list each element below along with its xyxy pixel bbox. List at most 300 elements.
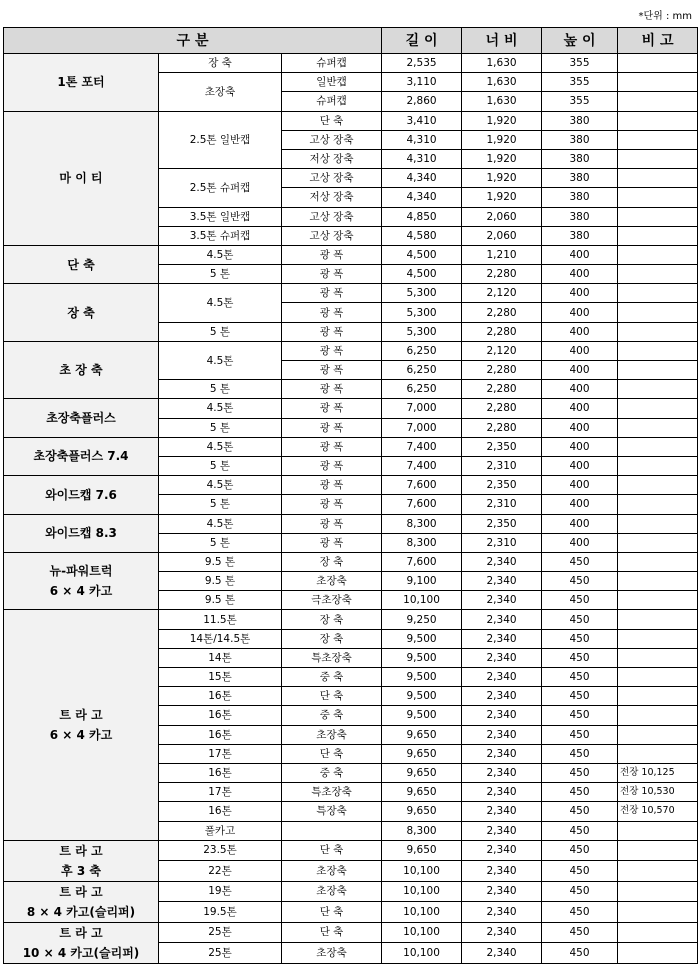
remark-cell	[618, 303, 698, 322]
remark-cell	[618, 881, 698, 902]
remark-cell	[618, 922, 698, 943]
width-cell: 2,350	[462, 476, 542, 495]
width-cell: 2,340	[462, 725, 542, 744]
table-row	[4, 610, 698, 629]
group-cell: 초장축플러스 7.4	[4, 437, 159, 475]
axle-type-cell: 중 축	[282, 763, 382, 782]
width-cell: 1,630	[462, 92, 542, 111]
axle-type-cell: 초장축	[282, 725, 382, 744]
group-cell: 장 축	[4, 284, 159, 342]
tonnage-cell: 4.5톤	[159, 437, 282, 456]
height-cell: 450	[542, 922, 618, 943]
height-cell: 400	[542, 245, 618, 264]
width-cell: 1,630	[462, 54, 542, 73]
tonnage-cell: 5 톤	[159, 418, 282, 437]
axle-type-cell: 광 폭	[282, 361, 382, 380]
length-cell: 9,500	[382, 706, 462, 725]
width-cell: 1,920	[462, 188, 542, 207]
length-cell: 9,650	[382, 744, 462, 763]
width-cell: 2,060	[462, 207, 542, 226]
axle-type-cell: 광 폭	[282, 476, 382, 495]
axle-type-cell: 고상 장축	[282, 207, 382, 226]
length-cell: 4,500	[382, 245, 462, 264]
remark-cell	[618, 322, 698, 341]
table-body	[4, 54, 698, 964]
width-cell: 2,350	[462, 514, 542, 533]
height-cell: 450	[542, 572, 618, 591]
length-cell: 4,310	[382, 130, 462, 149]
remark-cell	[618, 207, 698, 226]
height-cell: 450	[542, 783, 618, 802]
length-cell: 4,580	[382, 226, 462, 245]
width-cell: 2,280	[462, 418, 542, 437]
tonnage-cell: 16톤	[159, 802, 282, 821]
axle-type-cell: 초장축	[282, 881, 382, 902]
table-row	[4, 245, 698, 264]
remark-cell	[618, 226, 698, 245]
tonnage-cell: 4.5톤	[159, 476, 282, 495]
width-cell: 2,340	[462, 943, 542, 964]
axle-type-cell: 고상 장축	[282, 130, 382, 149]
axle-type-cell: 단 축	[282, 687, 382, 706]
tonnage-cell: 장 축	[159, 54, 282, 73]
axle-type-cell: 단 축	[282, 744, 382, 763]
remark-cell	[618, 861, 698, 882]
axle-type-cell: 장 축	[282, 629, 382, 648]
remark-cell: 전장 10,530	[618, 783, 698, 802]
header-row	[4, 28, 698, 54]
length-cell: 3,110	[382, 73, 462, 92]
axle-type-cell: 광 폭	[282, 437, 382, 456]
height-cell: 450	[542, 861, 618, 882]
length-cell: 2,535	[382, 54, 462, 73]
table-row	[4, 514, 698, 533]
axle-type-cell: 초장축	[282, 861, 382, 882]
tonnage-cell: 14톤	[159, 648, 282, 667]
length-cell: 9,100	[382, 572, 462, 591]
remark-cell	[618, 380, 698, 399]
height-cell: 400	[542, 303, 618, 322]
remark-cell: 전장 10,125	[618, 763, 698, 782]
remark-cell	[618, 902, 698, 923]
width-cell: 2,340	[462, 668, 542, 687]
width-cell: 2,340	[462, 629, 542, 648]
height-cell: 400	[542, 341, 618, 360]
remark-cell	[618, 341, 698, 360]
remark-cell	[618, 149, 698, 168]
width-cell: 2,280	[462, 265, 542, 284]
remark-cell: 전장 10,570	[618, 802, 698, 821]
width-cell: 2,340	[462, 881, 542, 902]
axle-type-cell: 저상 장축	[282, 188, 382, 207]
tonnage-cell: 23.5톤	[159, 840, 282, 861]
remark-cell	[618, 92, 698, 111]
axle-type-cell: 초장축	[282, 943, 382, 964]
height-cell: 450	[542, 821, 618, 840]
height-cell: 400	[542, 514, 618, 533]
length-cell: 4,850	[382, 207, 462, 226]
remark-cell	[618, 418, 698, 437]
length-cell: 9,500	[382, 687, 462, 706]
remark-cell	[618, 399, 698, 418]
width-cell: 1,920	[462, 169, 542, 188]
axle-type-cell	[282, 821, 382, 840]
length-cell: 7,600	[382, 476, 462, 495]
remark-cell	[618, 533, 698, 552]
group-cell: 트 라 고 6 × 4 카고	[4, 610, 159, 840]
length-cell: 10,100	[382, 902, 462, 923]
remark-cell	[618, 668, 698, 687]
height-cell: 400	[542, 361, 618, 380]
tonnage-cell: 5 톤	[159, 533, 282, 552]
height-cell: 450	[542, 629, 618, 648]
axle-type-cell: 광 폭	[282, 495, 382, 514]
tonnage-cell: 5 톤	[159, 456, 282, 475]
table-row	[4, 552, 698, 571]
length-cell: 7,600	[382, 495, 462, 514]
tonnage-cell: 4.5톤	[159, 284, 282, 322]
tonnage-cell: 4.5톤	[159, 514, 282, 533]
length-cell: 9,650	[382, 802, 462, 821]
height-cell: 450	[542, 840, 618, 861]
length-cell: 4,340	[382, 188, 462, 207]
width-cell: 2,280	[462, 322, 542, 341]
width-cell: 2,340	[462, 802, 542, 821]
tonnage-cell: 19.5톤	[159, 902, 282, 923]
remark-cell	[618, 943, 698, 964]
remark-cell	[618, 130, 698, 149]
axle-type-cell: 광 폭	[282, 418, 382, 437]
axle-type-cell: 광 폭	[282, 265, 382, 284]
tonnage-cell: 9.5 톤	[159, 591, 282, 610]
height-cell: 400	[542, 456, 618, 475]
width-cell: 2,340	[462, 610, 542, 629]
length-cell: 10,100	[382, 881, 462, 902]
height-cell: 400	[542, 399, 618, 418]
remark-cell	[618, 725, 698, 744]
table-row	[4, 881, 698, 902]
length-cell: 5,300	[382, 322, 462, 341]
remark-cell	[618, 73, 698, 92]
width-cell: 2,120	[462, 341, 542, 360]
axle-type-cell: 슈퍼캡	[282, 54, 382, 73]
group-cell: 트 라 고 8 × 4 카고(슬리퍼)	[4, 881, 159, 922]
width-cell: 2,340	[462, 783, 542, 802]
height-cell: 400	[542, 380, 618, 399]
length-cell: 9,500	[382, 648, 462, 667]
remark-cell	[618, 169, 698, 188]
width-cell: 1,630	[462, 73, 542, 92]
height-cell: 450	[542, 648, 618, 667]
length-cell: 9,650	[382, 763, 462, 782]
width-cell: 2,340	[462, 591, 542, 610]
width-cell: 2,340	[462, 706, 542, 725]
length-cell: 5,300	[382, 284, 462, 303]
height-cell: 380	[542, 111, 618, 130]
axle-type-cell: 장 축	[282, 552, 382, 571]
tonnage-cell: 초장축	[159, 73, 282, 111]
tonnage-cell: 2.5톤 슈퍼캡	[159, 169, 282, 207]
axle-type-cell: 고상 장축	[282, 226, 382, 245]
tonnage-cell: 22톤	[159, 861, 282, 882]
length-cell: 3,410	[382, 111, 462, 130]
width-cell: 2,340	[462, 687, 542, 706]
group-cell: 트 라 고 후 3 축	[4, 840, 159, 881]
axle-type-cell: 단 축	[282, 922, 382, 943]
width-cell: 2,340	[462, 821, 542, 840]
axle-type-cell: 저상 장축	[282, 149, 382, 168]
remark-cell	[618, 514, 698, 533]
table-row	[4, 840, 698, 861]
tonnage-cell: 5 톤	[159, 322, 282, 341]
width-cell: 2,340	[462, 763, 542, 782]
header-height: 높 이	[542, 28, 618, 54]
width-cell: 2,120	[462, 284, 542, 303]
group-cell: 1톤 포터	[4, 54, 159, 112]
height-cell: 450	[542, 610, 618, 629]
length-cell: 7,400	[382, 437, 462, 456]
axle-type-cell: 특장축	[282, 802, 382, 821]
height-cell: 400	[542, 533, 618, 552]
width-cell: 2,340	[462, 902, 542, 923]
width-cell: 2,340	[462, 572, 542, 591]
group-cell: 트 라 고 10 × 4 카고(슬리퍼)	[4, 922, 159, 963]
length-cell: 9,650	[382, 783, 462, 802]
height-cell: 450	[542, 902, 618, 923]
length-cell: 10,100	[382, 861, 462, 882]
group-cell: 뉴-파워트럭 6 × 4 카고	[4, 552, 159, 610]
tonnage-cell: 3.5톤 슈퍼캡	[159, 226, 282, 245]
length-cell: 8,300	[382, 514, 462, 533]
group-cell: 초 장 축	[4, 341, 159, 399]
header-remark: 비 고	[618, 28, 698, 54]
tonnage-cell: 16톤	[159, 725, 282, 744]
tonnage-cell: 5 톤	[159, 495, 282, 514]
length-cell: 8,300	[382, 533, 462, 552]
length-cell: 10,100	[382, 591, 462, 610]
tonnage-cell: 3.5톤 일반캡	[159, 207, 282, 226]
length-cell: 6,250	[382, 361, 462, 380]
group-cell: 와이드캡 8.3	[4, 514, 159, 552]
table-row	[4, 54, 698, 73]
table-row	[4, 111, 698, 130]
tonnage-cell: 4.5톤	[159, 245, 282, 264]
tonnage-cell: 4.5톤	[159, 341, 282, 379]
width-cell: 1,920	[462, 130, 542, 149]
table-row	[4, 476, 698, 495]
tonnage-cell: 16톤	[159, 687, 282, 706]
remark-cell	[618, 610, 698, 629]
height-cell: 400	[542, 418, 618, 437]
remark-cell	[618, 265, 698, 284]
length-cell: 7,000	[382, 418, 462, 437]
tonnage-cell: 19톤	[159, 881, 282, 902]
height-cell: 450	[542, 591, 618, 610]
header-width: 너 비	[462, 28, 542, 54]
height-cell: 355	[542, 73, 618, 92]
remark-cell	[618, 591, 698, 610]
axle-type-cell: 중 축	[282, 706, 382, 725]
tonnage-cell: 9.5 톤	[159, 552, 282, 571]
tonnage-cell: 5 톤	[159, 380, 282, 399]
tonnage-cell: 2.5톤 일반캡	[159, 111, 282, 169]
length-cell: 7,400	[382, 456, 462, 475]
width-cell: 2,340	[462, 552, 542, 571]
axle-type-cell: 일반캡	[282, 73, 382, 92]
remark-cell	[618, 687, 698, 706]
length-cell: 8,300	[382, 821, 462, 840]
tonnage-cell: 16톤	[159, 706, 282, 725]
tonnage-cell: 15톤	[159, 668, 282, 687]
axle-type-cell: 단 축	[282, 840, 382, 861]
length-cell: 5,300	[382, 303, 462, 322]
axle-type-cell: 광 폭	[282, 284, 382, 303]
tonnage-cell: 11.5톤	[159, 610, 282, 629]
width-cell: 2,310	[462, 533, 542, 552]
height-cell: 450	[542, 668, 618, 687]
height-cell: 450	[542, 744, 618, 763]
width-cell: 2,340	[462, 840, 542, 861]
axle-type-cell: 장 축	[282, 610, 382, 629]
remark-cell	[618, 54, 698, 73]
height-cell: 450	[542, 802, 618, 821]
tonnage-cell: 17톤	[159, 783, 282, 802]
remark-cell	[618, 706, 698, 725]
remark-cell	[618, 572, 698, 591]
width-cell: 2,340	[462, 648, 542, 667]
length-cell: 9,650	[382, 725, 462, 744]
height-cell: 450	[542, 943, 618, 964]
axle-type-cell: 특초장축	[282, 648, 382, 667]
axle-type-cell: 슈퍼캡	[282, 92, 382, 111]
axle-type-cell: 고상 장축	[282, 169, 382, 188]
height-cell: 450	[542, 687, 618, 706]
length-cell: 4,340	[382, 169, 462, 188]
remark-cell	[618, 648, 698, 667]
length-cell: 9,500	[382, 668, 462, 687]
remark-cell	[618, 476, 698, 495]
height-cell: 450	[542, 881, 618, 902]
width-cell: 1,920	[462, 111, 542, 130]
height-cell: 400	[542, 437, 618, 456]
tonnage-cell: 25톤	[159, 922, 282, 943]
width-cell: 2,340	[462, 922, 542, 943]
tonnage-cell: 16톤	[159, 763, 282, 782]
width-cell: 1,920	[462, 149, 542, 168]
width-cell: 1,210	[462, 245, 542, 264]
length-cell: 4,500	[382, 265, 462, 284]
width-cell: 2,340	[462, 744, 542, 763]
width-cell: 2,340	[462, 861, 542, 882]
remark-cell	[618, 552, 698, 571]
axle-type-cell: 광 폭	[282, 380, 382, 399]
length-cell: 9,250	[382, 610, 462, 629]
remark-cell	[618, 245, 698, 264]
header-category: 구 분	[4, 28, 382, 54]
tonnage-cell: 풀카고	[159, 821, 282, 840]
width-cell: 2,350	[462, 437, 542, 456]
height-cell: 450	[542, 763, 618, 782]
table-row	[4, 399, 698, 418]
remark-cell	[618, 629, 698, 648]
length-cell: 4,310	[382, 149, 462, 168]
remark-cell	[618, 361, 698, 380]
height-cell: 400	[542, 322, 618, 341]
remark-cell	[618, 495, 698, 514]
tonnage-cell: 4.5톤	[159, 399, 282, 418]
remark-cell	[618, 744, 698, 763]
height-cell: 355	[542, 92, 618, 111]
remark-cell	[618, 821, 698, 840]
remark-cell	[618, 284, 698, 303]
axle-type-cell: 광 폭	[282, 341, 382, 360]
width-cell: 2,310	[462, 495, 542, 514]
width-cell: 2,280	[462, 380, 542, 399]
length-cell: 9,650	[382, 840, 462, 861]
tonnage-cell: 9.5 톤	[159, 572, 282, 591]
height-cell: 380	[542, 149, 618, 168]
group-cell: 와이드캡 7.6	[4, 476, 159, 514]
axle-type-cell: 광 폭	[282, 322, 382, 341]
axle-type-cell: 광 폭	[282, 399, 382, 418]
remark-cell	[618, 437, 698, 456]
width-cell: 2,310	[462, 456, 542, 475]
unit-label: *단위 : mm	[638, 11, 692, 22]
length-cell: 2,860	[382, 92, 462, 111]
remark-cell	[618, 111, 698, 130]
axle-type-cell: 극초장축	[282, 591, 382, 610]
length-cell: 6,250	[382, 341, 462, 360]
tonnage-cell: 25톤	[159, 943, 282, 964]
height-cell: 355	[542, 54, 618, 73]
axle-type-cell: 중 축	[282, 668, 382, 687]
width-cell: 2,280	[462, 303, 542, 322]
height-cell: 380	[542, 207, 618, 226]
length-cell: 6,250	[382, 380, 462, 399]
height-cell: 380	[542, 226, 618, 245]
remark-cell	[618, 456, 698, 475]
axle-type-cell: 광 폭	[282, 245, 382, 264]
width-cell: 2,280	[462, 361, 542, 380]
height-cell: 400	[542, 284, 618, 303]
length-cell: 7,600	[382, 552, 462, 571]
table-row	[4, 284, 698, 303]
height-cell: 450	[542, 725, 618, 744]
tonnage-cell: 17톤	[159, 744, 282, 763]
axle-type-cell: 특초장축	[282, 783, 382, 802]
table-row	[4, 922, 698, 943]
height-cell: 380	[542, 130, 618, 149]
axle-type-cell: 단 축	[282, 111, 382, 130]
height-cell: 400	[542, 495, 618, 514]
group-cell: 마 이 티	[4, 111, 159, 245]
remark-cell	[618, 840, 698, 861]
height-cell: 380	[542, 188, 618, 207]
axle-type-cell: 단 축	[282, 902, 382, 923]
axle-type-cell: 광 폭	[282, 303, 382, 322]
height-cell: 400	[542, 476, 618, 495]
height-cell: 450	[542, 706, 618, 725]
truck-spec-table	[3, 27, 698, 964]
axle-type-cell: 광 폭	[282, 456, 382, 475]
width-cell: 2,060	[462, 226, 542, 245]
header-length: 길 이	[382, 28, 462, 54]
axle-type-cell: 광 폭	[282, 533, 382, 552]
table-row	[4, 437, 698, 456]
group-cell: 초장축플러스	[4, 399, 159, 437]
remark-cell	[618, 188, 698, 207]
length-cell: 10,100	[382, 922, 462, 943]
